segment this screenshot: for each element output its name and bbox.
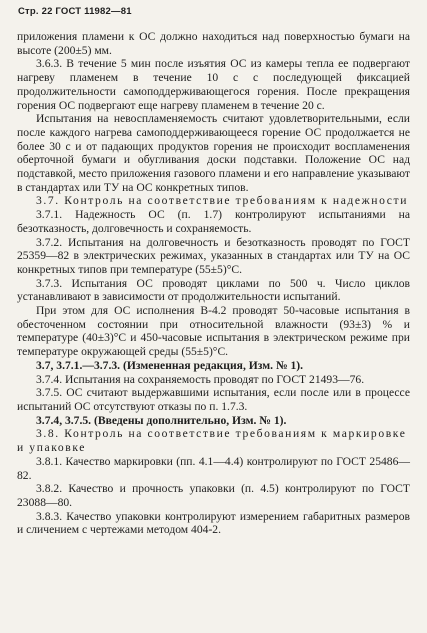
paragraph: 3.7.1. Надежность ОС (п. 1.7) контролируют испытаниями на безотказность, долговечность и сохраняемость. <box>17 208 410 235</box>
paragraph: 3.7.2. Испытания на долговечность и безотказность проводят по ГОСТ 25359—82 в электрических режимах, указанных в стандартах или ТУ на ОС конкретных типов при температуре (55±5)°С. <box>17 235 410 276</box>
paragraph: 3.7.4. Испытания на сохраняемость проводят по ГОСТ 21493—76. <box>36 372 365 386</box>
amendment-note: 3.7.4, 3.7.5. (Введены дополнительно, Изм. № 1). <box>36 413 287 427</box>
paragraph: При этом для ОС исполнения В-4.2 проводят 50-часовые испытания в обесточенном состоянии при относительной влажности (93±3) % и температуре (40±3)°С и 450-часовые испытания в электрическом режиме при температуре окружающей среды (55±5)°С. <box>17 304 410 359</box>
paragraph: 3.7.3. Испытания ОС проводят циклами по 500 ч. Число циклов устанавливают в зависимости от продолжительности испытаний. <box>17 276 410 304</box>
page-header: Стр. 22 ГОСТ 11982—81 <box>18 6 132 17</box>
paragraph: 3.8.3. Качество упаковки контролируют измерением габаритных размеров и сличением с чертежами методом 404-2. <box>17 509 410 537</box>
paragraph: Испытания на невоспламеняемость считают удовлетворительными, если после каждого нагрева самоподдерживающееся горение ОС продолжается не более 30 с и от падающих продуктов горения не происходит воспламенения оберточной бумаги и обугливания доски подставки. Положение ОС над подставкой, место приложения газового пламени и его направление указывают в стандартах или ТУ на ОС конкретных типов. <box>17 112 410 194</box>
paragraph: 3.6.3. В течение 5 мин после изъятия ОС из камеры тепла ее подвергают нагреву пламенем в течение 10 с с последующей фиксацией продолжительности самоподдерживающегося горения. После прекращения горения ОС подвергают еще нагреву пламенем в течение 20 с. <box>17 57 410 112</box>
paragraph: 3.8.1. Качество маркировки (пп. 4.1—4.4) контролируют по ГОСТ 25486—82. <box>17 454 410 482</box>
section-heading: 3.8. Контроль на соответствие требованиям к маркировке и упаковке <box>17 427 407 455</box>
paragraph: 3.8.2. Качество и прочность упаковки (п. 4.5) контролируют по ГОСТ 23088—80. <box>17 482 410 509</box>
paragraph: приложения пламени к ОС должно находиться над поверхностью бумаги на высоте (200±5) мм. <box>17 30 410 57</box>
paragraph: 3.7.5. ОС считают выдержавшими испытания, если после или в процессе испытаний ОС отсутствуют отказы по п. 1.7.3. <box>17 386 410 413</box>
amendment-note: 3.7, 3.7.1.—3.7.3. (Измененная редакция, Изм. № 1). <box>36 358 304 372</box>
section-heading: 3.7. Контроль на соответствие требованиям к надежности <box>36 194 408 208</box>
document-body <box>17 30 410 537</box>
